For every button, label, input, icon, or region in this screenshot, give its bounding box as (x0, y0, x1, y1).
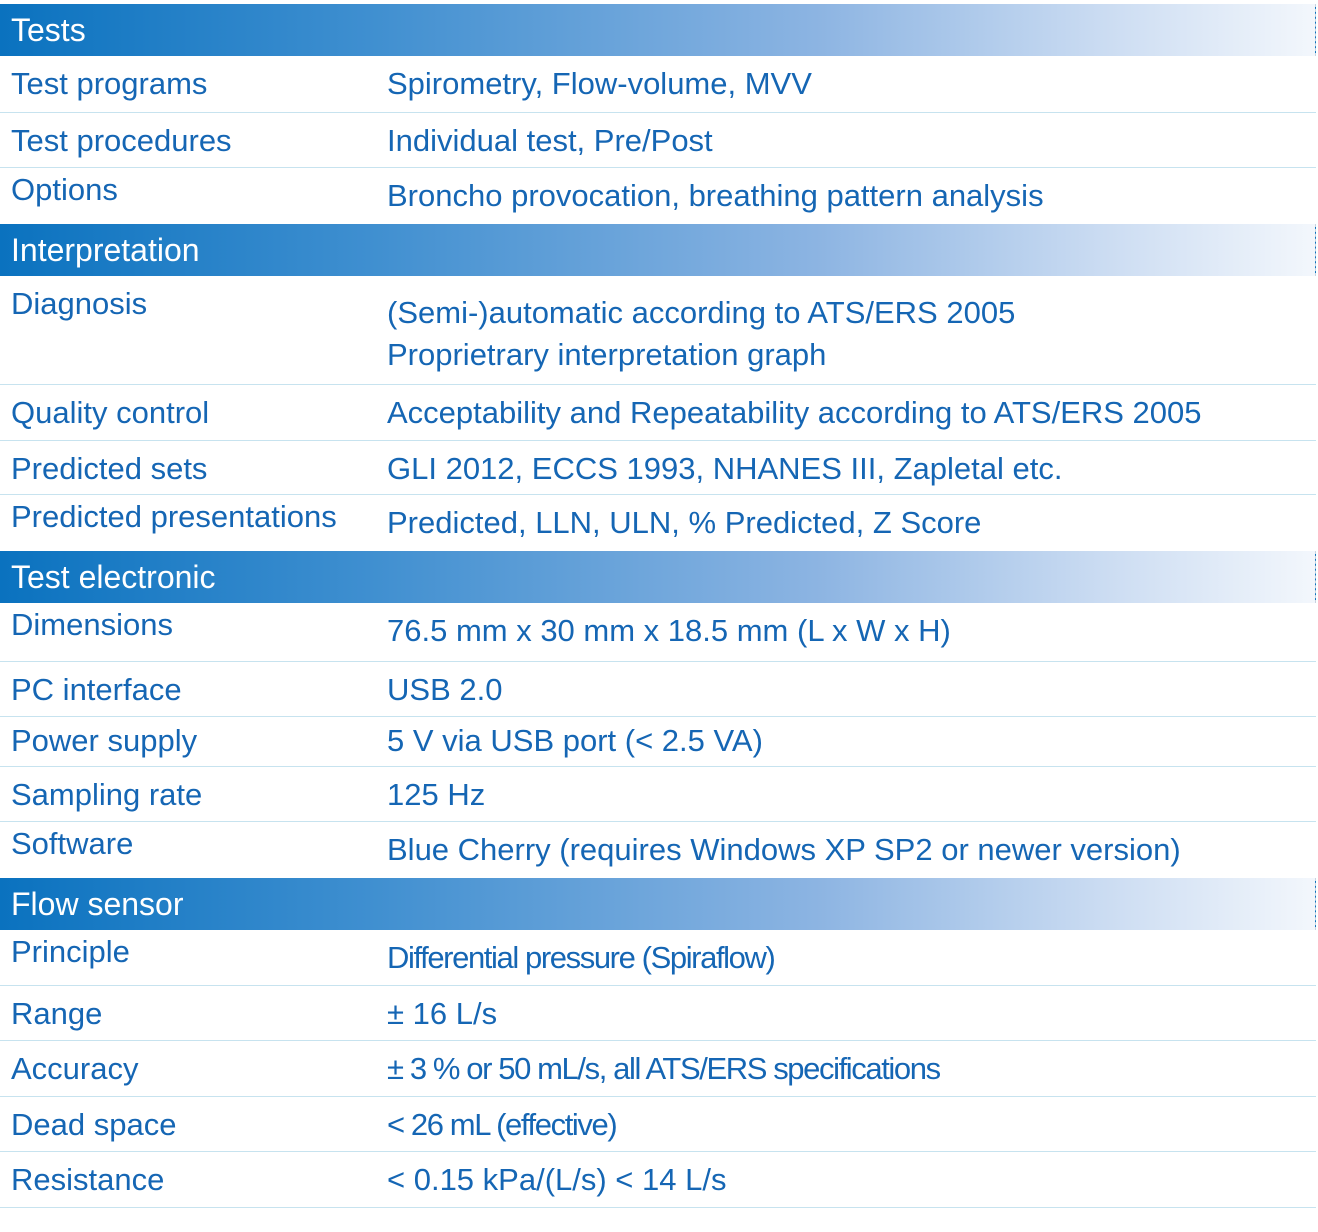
spec-row-sampling-rate (0, 767, 1316, 822)
spec-value: < 0.15 kPa/(L/s) < 14 L/s (387, 1162, 727, 1197)
spec-label: Test programs (11, 66, 208, 101)
spec-label: Options (11, 172, 118, 207)
spec-label: Principle (11, 934, 130, 969)
spec-value: Individual test, Pre/Post (387, 123, 713, 158)
spec-label: Accuracy (11, 1051, 139, 1086)
spec-row-software (0, 822, 1316, 878)
section-header-test-electronic: Test electronic (0, 551, 1316, 603)
section-header-interpretation: Interpretation (0, 224, 1316, 276)
spec-label: Predicted sets (11, 451, 208, 486)
spec-value: Differential pressure (Spiraflow) (387, 940, 775, 975)
spec-label: Range (11, 996, 103, 1031)
spec-label: Test procedures (11, 123, 232, 158)
spec-value: Blue Cherry (requires Windows XP SP2 or newer version) (387, 832, 1181, 867)
spec-label: PC interface (11, 672, 182, 707)
spec-value: ± 3 % or 50 mL/s, all ATS/ERS specifications (387, 1051, 940, 1086)
spec-label: Software (11, 826, 134, 861)
spec-value: Broncho provocation, breathing pattern analysis (387, 178, 1044, 213)
spec-value: Predicted, LLN, ULN, % Predicted, Z Score (387, 505, 982, 540)
spec-row-range (0, 986, 1316, 1041)
spec-row-predicted-sets (0, 441, 1316, 495)
spec-row-dead-space (0, 1097, 1316, 1152)
spec-row-diagnosis (0, 276, 1316, 385)
spec-value: USB 2.0 (387, 672, 503, 707)
spec-value: Spirometry, Flow-volume, MVV (387, 66, 812, 101)
spec-value: 125 Hz (387, 777, 486, 812)
spec-row-power-supply (0, 717, 1316, 767)
spec-value: ± 16 L/s (387, 996, 498, 1031)
spec-row-predicted-presentations (0, 495, 1316, 551)
spec-row-resistance (0, 1152, 1316, 1208)
spec-label: Dead space (11, 1107, 177, 1142)
spec-label: Quality control (11, 395, 210, 430)
spec-value: 5 V via USB port (< 2.5 VA) (387, 723, 763, 758)
spec-label: Sampling rate (11, 777, 203, 812)
spec-label: Resistance (11, 1162, 165, 1197)
spec-label: Diagnosis (11, 286, 148, 321)
spec-label: Dimensions (11, 607, 173, 642)
spec-value: Acceptability and Repeatability according to ATS/ERS 2005 (387, 395, 1202, 430)
spec-row-quality-control (0, 385, 1316, 441)
spec-value: < 26 mL (effective) (387, 1107, 617, 1142)
spec-row-pc-interface (0, 662, 1316, 717)
section-header-tests: Tests (0, 4, 1316, 56)
spec-row-accuracy (0, 1041, 1316, 1097)
spec-label: Predicted presentations (11, 499, 337, 534)
spec-label: Power supply (11, 723, 198, 758)
spec-value: (Semi-)automatic according to ATS/ERS 2005 Proprietrary interpretation graph (387, 295, 1016, 372)
spec-row-test-programs (0, 56, 1316, 113)
spec-value: 76.5 mm x 30 mm x 18.5 mm (L x W x H) (387, 613, 951, 648)
section-header-flow-sensor: Flow sensor (0, 878, 1316, 930)
spec-row-principle (0, 930, 1316, 986)
spec-row-options (0, 168, 1316, 224)
spec-row-test-procedures (0, 113, 1316, 168)
spec-row-dimensions (0, 603, 1316, 662)
spec-value: GLI 2012, ECCS 1993, NHANES III, Zapletal etc. (387, 451, 1063, 486)
